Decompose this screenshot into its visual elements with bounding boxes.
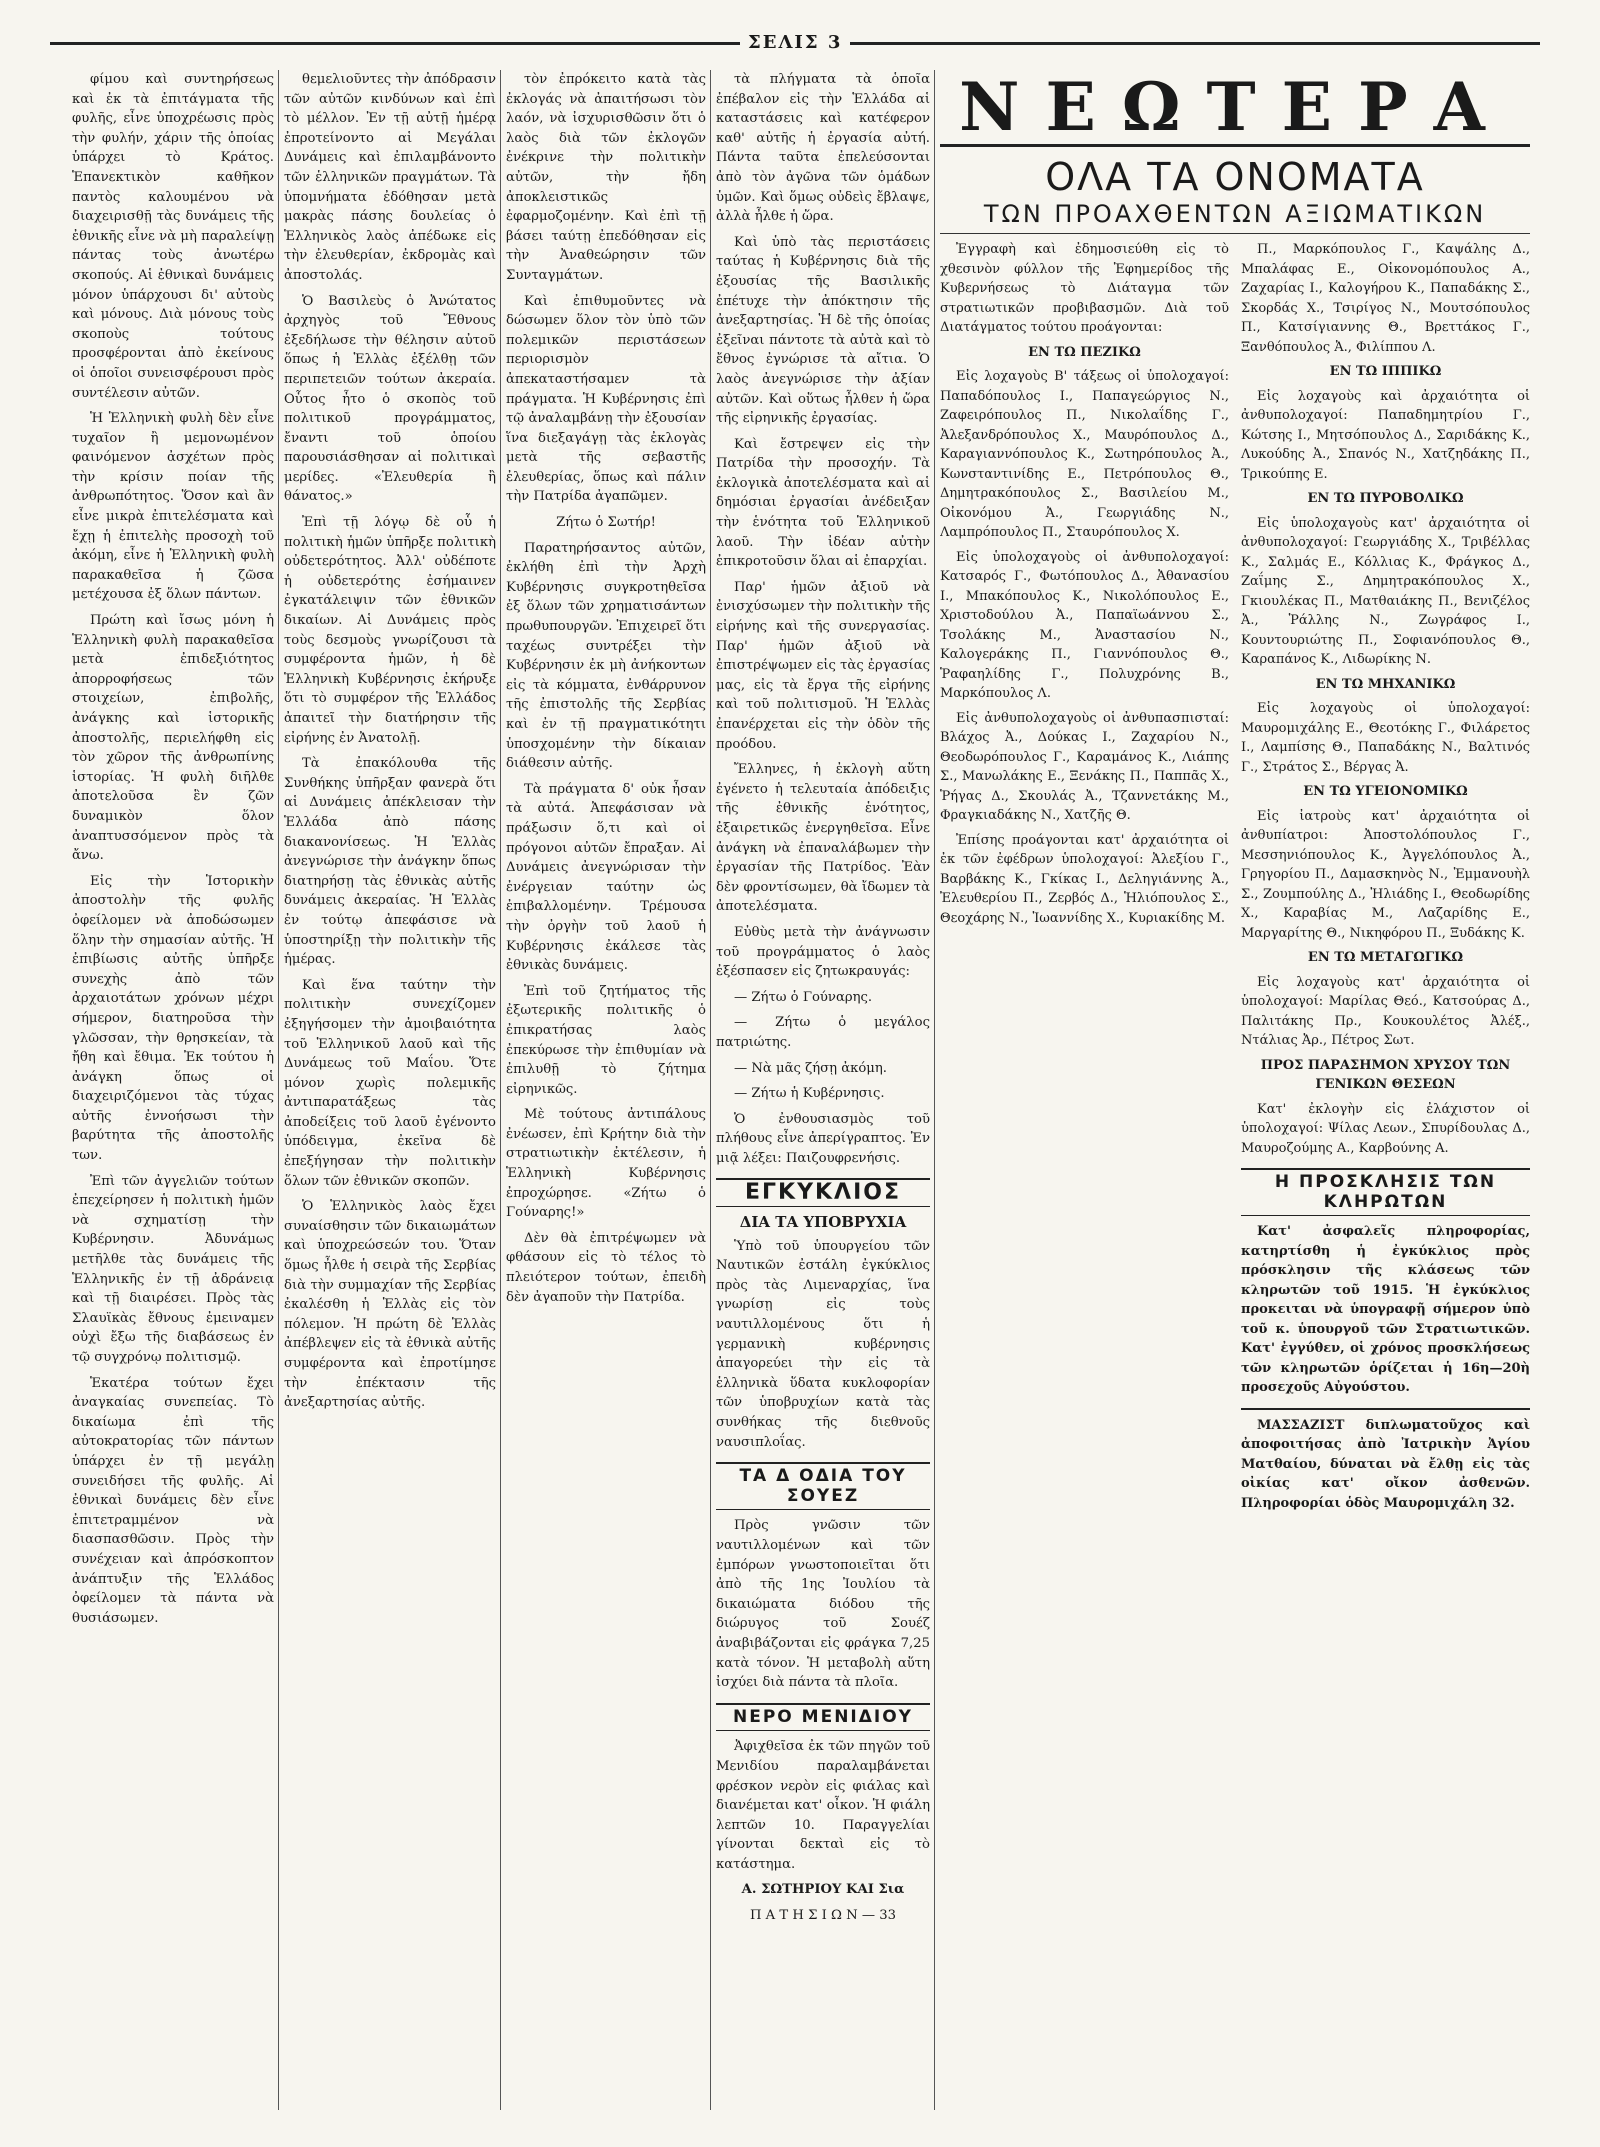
paragraph: Καὶ ὑπὸ τὰς περιστάσεις ταύτας ἡ Κυβέρνησις διὰ τῆς ἐξουσίας τῆς Βασιλικῆς ἐπέτυχε τὴν ἀπόκτησιν τῆς ἀνεξαρτησίας. Ἡ δὲ τῆς ὁποίας ἐξεῖναι πάντοτε τὰ αὐτὰ καὶ τὸ ἔθνος ἐγνώρισε τὰ αἴτια. Ὁ λαὸς ἀνεγνώρισε τὴν ἀξίαν αὐτῶν. Καὶ οὕτως ἦλθεν ἡ ὥρα τῆς εἰρηνικῆς ἐργασίας. (716, 234, 930, 427)
section-heading: ΕΝ ΤΩ ΜΕΤΑΓΩΓΙΚΩ (1307, 950, 1464, 965)
paragraph: Δὲν θὰ ἐπιτρέψωμεν νὰ φθάσουν εἰς τὸ τέλος τὸ πλειότερον τούτων, ἐπειδὴ δὲν ἀγαποῦν τὴν Πατρίδα. (506, 1230, 706, 1305)
paragraph: Ἐπὶ τῶν ἀγγελιῶν τούτων ἐπεχείρησεν ἡ πολιτικὴ ἡμῶν νὰ σχηματίσῃ τὴν Κυβέρνησιν. Ἀδυνάμως μετῆλθε τὰς δυνάμεις τῆς Ἑλληνικῆς ἐν τῇ ἀδράνειᾳ καὶ τῇ διαιρέσει. Πρὸς τὰς Σλαυϊκὰς ἔθνους ἐμειναμεν οὐχὶ ἔξω τῆς διαβάσεως ἐν τῷ συγχρόνῳ πολιτισμῷ. (72, 1173, 274, 1365)
column-1 (72, 70, 274, 2100)
paragraph: Καὶ ἕνα ταύτην τὴν πολιτικὴν συνεχίζομεν ἐξηγήσομεν τὴν ἀμοιβαιότητα τοῦ Ἑλληνικοῦ λαοῦ καὶ τῆς Δυνάμεως τοῦ Μαΐου. Ὅτε μόνον χωρὶς πολεμικῆς ἀντιπαρατάξεως τὰς ἀποδείξεις τοῦ λαοῦ ἐγένοντο ὑπόδειγμα, ἐκεῖνα δὲ ἐπεξήγησαν τὴν πολιτικὴν ὅλων τῶν ἐθνικῶν σκοπῶν. (284, 977, 496, 1189)
paragraph: Εἰς τὴν Ἱστορικὴν ἀποστολὴν τῆς φυλῆς ὀφείλομεν νὰ ἀποδώσωμεν ὅλην τὴν σημασίαν αὐτῆς. Ἡ ἐπιβίωσις αὐτῆς ὑπῆρξε συνεχὴς ἀπὸ τῶν ἀρχαιοτάτων χρόνων μέχρι σήμερον, διατηροῦσα τὴν γλῶσσαν, τὴν θρησκείαν, τὰ ἤθη καὶ ἔθιμα. Ἐκ τούτου ἡ ἀνάγκη ὅπως οἱ διαχειριζόμενοι τὰς τύχας αὐτῆς ἐννοήσωσι τὴν βαρύτητα τῆς ἀποστολῆς των. (72, 873, 274, 1164)
column-3 (506, 70, 706, 2100)
nero-address: Π Α Τ Η Σ Ι Ω Ν — 33 (749, 1908, 897, 1924)
cheer-line: — Ζήτω ὁ Γούναρης. (734, 989, 873, 1005)
announcement-title: Η ΠΡΟΣΚΛΗΣΙΣ ΤΩΝ ΚΛΗΡΩΤΩΝ (1241, 1168, 1530, 1216)
cheer-line: — Ζήτω ἡ Κυβέρνησις. (734, 1086, 885, 1102)
column-5 (940, 70, 1530, 2100)
paragraph: Εὐθὺς μετὰ τὴν ἀνάγνωσιν τοῦ προγράμματος ὁ λαὸς ἐξέσπασεν εἰς ζητωκραυγάς: (716, 924, 930, 980)
column-divider (500, 70, 501, 2110)
paragraph: Τὰ ἐπακόλουθα τῆς Συνθήκης ὑπῆρξαν φανερὰ ὅτι αἱ Δυνάμεις ἀπέκλεισαν τὴν Ἑλλάδα ἀπὸ πάσης διακανονίσεως. Ἡ Ἑλλὰς ἀνεγνώρισε τὴν ἀνάγκην ὅπως διατηρήσῃ τὰς ἐθνικὰς αὐτῆς δυνάμεις ἀκεραίας. Ἡ Ἑλλὰς ἐν τούτῳ ἀπεφάσισε νὰ ὑποστηρίξῃ τὴν πολιτικὴν τῆς ἡμέρας. (284, 756, 496, 968)
paragraph: Ἐπίσης προάγονται κατ' ἀρχαιότητα οἱ ἐκ τῶν ἐφέδρων ὑπολοχαγοί: Ἀλεξίου Γ., Βαρβάκης Κ., Γκίκας Ι., Δεληγιάννης Ἀ., Ἐλευθερίου Π., Ζερβός Δ., Ἡλιόπουλος Σ., Θεοχάρης Ν., Ἰωαννίδης Χ., Κυριακίδης Μ. (940, 832, 1229, 926)
paragraph: Εἰς λοχαγοὺς Β' τάξεως οἱ ὑπολοχαγοί: Παπαδόπουλος Ι., Παπαγεώργιος Ν., Ζαφειρόπουλος Π., Νικολαΐδης Γ., Ἀλεξανδρόπουλος Χ., Μαυρόπουλος Δ., Καραγιαννόπουλος Κ., Σωτηρόπουλος Ἀ., Κωνσταντινίδης Ε., Πετρόπουλος Θ., Δημητρακόπουλος Σ., Βασιλείου Μ., Οἰκονόμου Ἀ., Γεωργιάδης Ν., Λαμπρόπουλος Π., Σταυρόπουλος Χ. (940, 369, 1229, 540)
section-heading: ΕΝ ΤΩ ΜΗΧΑΝΙΚΩ (1315, 676, 1456, 692)
nero-text: Ἀφιχθεῖσα ἐκ τῶν πηγῶν τοῦ Μενιδίου παραλαμβάνεται φρέσκον νερὸν εἰς φιάλας καὶ διανέμεται κατ' οἶκον. Ἡ φιάλη λεπτῶν 10. Παραγγελίαι γίνονται δεκταὶ εἰς τὸ κατάστημα. (716, 1739, 930, 1872)
column-divider (934, 70, 935, 2110)
paragraph: Ὁ Ἑλληνικὸς λαὸς ἔχει συναίσθησιν τῶν δικαιωμάτων καὶ ὑποχρεώσεών του. Ὅταν ὅμως ἦλθε ἡ σειρὰ τῆς Σερβίας διὰ τὴν συμμαχίαν τῆς Σερβίας ἐκαλέσθη ἡ Ἑλλὰς εἰς τὸν πόλεμον. Ἡ πρώτη δὲ Ἑλλὰς ἀπέβλεψεν εἰς τὰ ἐθνικὰ αὐτῆς συμφέροντα καὶ ἐπροτίμησε τὴν ἐπέκτασιν τῆς ἀνεξαρτησίας αὐτῆς. (284, 1199, 496, 1411)
suez-text: Πρὸς γνῶσιν τῶν ναυτιλλομένων καὶ τῶν ἐμπόρων γνωστοποιεῖται ὅτι ἀπὸ τῆς 1ης Ἰουλίου τὰ δικαιώματα διόδου τῆς διώρυγος τοῦ Σουέζ ἀναβιβάζονται εἰς φράγκα 7,25 κατὰ τόνον. Ἡ μεταβολὴ αὕτη ἰσχύει διὰ πάντα τὰ πλοῖα. (716, 1518, 930, 1691)
subheadline: ΤΩΝ ΠΡΟΑΧΘΕΝΤΩΝ ΑΞΙΩΜΑΤΙΚΩΝ (940, 199, 1530, 234)
headline: ΟΛΑ ΤΑ ΟΝΟΜΑΤΑ (1045, 155, 1425, 199)
officers-list-left (940, 240, 1229, 1518)
paragraph: Ἐπὶ τοῦ ζητήματος τῆς ἐξωτερικῆς πολιτικῆς ὁ ἐπικρατήσας λαὸς ἐπεκύρωσε τὴν ἐπιθυμίαν νὰ ἐπιλυθῇ τὸ ζήτημα εἰρηνικῶς. (506, 983, 706, 1097)
paragraph: Εἰς ἰατροὺς κατ' ἀρχαιότητα οἱ ἀνθυπίατροι: Ἀποστολόπουλος Γ., Μεσσηνιόπουλος Κ., Ἀγγελόπουλος Ἀ., Γρηγορίου Π., Δαμασκηνὸς Ν., Ἐμμανουὴλ Σ., Ζουμπούλης Δ., Ἠλιάδης Ι., Θεοδωρίδης Χ., Καραβίας Μ., Λαζαρίδης Ε., Μαργαρίτης Θ., Νικηφόρου Π., Ξυδάκης Κ. (1241, 808, 1530, 941)
paragraph: Εἰς λοχαγοὺς οἱ ὑπολοχαγοί: Μαυρομιχάλης Ε., Θεοτόκης Γ., Φιλάρετος Ι., Λαμπίσης Θ., Παπαδάκης Ν., Βαλτινός Γ., Στράτος Σ., Βέργας Ἀ. (1241, 701, 1530, 775)
paragraph: Καὶ ἐπιθυμοῦντες νὰ δώσωμεν ὅλον τὸν ὑπὸ τῶν πολεμικῶν περιστάσεων περιορισμὸν ἀπεκαταστήσαμεν τὰ πράγματα. Ἡ Κυβέρνησις ἐπὶ τῷ ἀναλαμβάνῃ τὴν ἐξουσίαν ἵνα διεξαγάγῃ τὰς ἐκλογὰς μετὰ τῆς σεβαστῆς ἐλευθερίας, ὅπως καὶ πάλιν τὴν Πατρίδα ἀγαπῶμεν. (506, 293, 706, 505)
paragraph: θεμελιοῦντες τὴν ἀπόδρασιν τῶν αὐτῶν κινδύνων καὶ ἐπὶ τὸ μέλλον. Ἐν τῇ αὐτῇ ἡμέρᾳ ἐπροτείνοντο αἱ Μεγάλαι Δυνάμεις καὶ ἐπιλαμβάνοντο τῶν ἑλληνικῶν πραγμάτων. Τὰ ὑπομνήματα ἐδόθησαν μετὰ μακρὰς πάσης δουλείας ὁ Ἑλληνικὸς λαὸς ἀπέδωκε εἰς τὴν ἐλευθερίαν, ἐκδρομὰς καὶ ἀποστολάς. (284, 72, 496, 283)
column-4 (716, 70, 930, 2100)
paragraph: Τὰ πράγματα δ' οὐκ ἦσαν τὰ αὐτά. Ἀπεφάσισαν νὰ πράξωσιν ὅ,τι καὶ οἱ πρόγονοι αὐτῶν ἔπραξαν. Αἱ Δυνάμεις ἀνεγνώρισαν τὴν ἐνέργειαν ταύτην ὡς ἐπιβαλλομένην. Τρέμουσα τὴν ὀργὴν τοῦ λαοῦ ἡ Κυβέρνησις ἐκάλεσε τὰς ἐθνικὰς δυνάμεις. (506, 781, 706, 974)
paragraph: τὸν ἐπρόκειτο κατὰ τὰς ἐκλογάς νὰ ἀπαιτήσωσι τὸν λαόν, νὰ ἰσχυρισθῶσιν ὅτι ὁ λαὸς διὰ τῶν ἐκλογῶν ἐνέκρινε τὴν πολιτικὴν αὐτῶν, τὴν ἤδη ἀποκλειστικῶς ἐφαρμοζομένην. Καὶ ἐπὶ τῇ βάσει ταύτῃ ἐπεδόθησαν εἰς τὴν Ἀναθεώρησιν τῶν Συνταγμάτων. (506, 72, 706, 283)
paragraph: Παρ' ἡμῶν ἀξιοῦ νὰ ἐνισχύσωμεν τὴν πολιτικὴν τῆς εἰρήνης καὶ τῆς συνεργασίας. Παρ' ἡμῶν ἀξιοῦ νὰ ἐπιστρέψωμεν εἰς τὰς ἐργασίας μας, εἰς τὰ ἔργα τῆς εἰρήνης καὶ τοῦ πολιτισμοῦ. Ἡ Ἑλλὰς ἐπανέρχεται εἰς τὴν ὁδὸν τῆς προόδου. (716, 579, 930, 752)
paragraph: Καὶ ἔστρεψεν εἰς τὴν Πατρίδα τὴν προσοχήν. Τὰ ἐκλογικὰ ἀποτελέσματα καὶ αἱ δημόσιαι ἐργασίαι ἀνέδειξαν τὴν ἑνότητα τοῦ Ἑλληνικοῦ λαοῦ. Τὴν ἰδέαν αὐτὴν ἐπικροτοῦσιν ὅλαι αἱ ἐπαρχίαι. (716, 436, 930, 570)
cheer-line: Ζήτω ὁ Σωτήρ! (556, 515, 656, 531)
massage-ad: ΜΑΣΣΑΖΙΣΤ διπλωματοῦχος καὶ ἀποφοιτήσας ἀπὸ Ἰατρικὴν Ἀγίου Ματθαίου, δύναται νὰ ἔλθῃ εἰς τὰς οἰκίας κατ' οἴκον ἀσθενῶν. Πληροφορίαι ὁδὸς Μαυρομιχάλη 32. (1241, 1417, 1530, 1511)
divider (1241, 1408, 1530, 1410)
paragraph: Εἰς ὑπολοχαγοὺς κατ' ἀρχαιότητα οἱ ἀνθυπολοχαγοί: Γεωργιάδης Χ., Τριβέλλας Κ., Σαλμάς Ε., Κόλλιας Κ., Φράγκος Δ., Ζαΐμης Σ., Δημητρακόπουλος Χ., Γκιουλέκας Π., Ματθαιάκης Π., Βενιζέλος Ἀ., Ῥάλλης Ν., Ζωγράφος Ι., Κουντουριώτης Π., Σοφιανόπουλος Θ., Καραπάνος Κ., Λιδωρίκης Ν. (1241, 515, 1530, 667)
column-divider (710, 70, 711, 2110)
paragraph: Εἰς λοχαγοὺς κατ' ἀρχαιότητα οἱ ὑπολοχαγοί: Μαρίλας Θεό., Κατσούρας Δ., Παλιτάκης Πρ., Κουκουλέτος Ἀλέξ., Ντάλιας Ἀρ., Πέτρος Σωτ. (1241, 974, 1530, 1048)
paragraph: Παρατηρήσαντος αὐτῶν, ἐκλήθη ἐπὶ τὴν Ἀρχὴ Κυβέρνησις συγκροτηθεῖσα ἐξ ὅλων τῶν χρηματισάντων πρωθυπουργῶν. Ἐπιχειρεῖ ὅτι ταχέως συντρέξει τὴν Κυβέρνησιν ἐκ μὴ ἀνήκοντων εἰς τὰ κόμματα, ἐνθάρρυνον τῆς ἐπιστολῆς τῆς Σερβίας καὶ ἐν τῇ πραγματικότητι ὑποσχομένην τὴν δίκαιαν διάθεσιν αὐτῆς. (506, 540, 706, 772)
section-heading: ΕΝ ΤΩ ΥΓΕΙΟΝΟΜΙΚΩ (1303, 784, 1468, 799)
paragraph: Εἰς ὑπολοχαγοὺς οἱ ἀνθυπολοχαγοί: Κατσαρός Γ., Φωτόπουλος Δ., Ἀθανασίου Ι., Μπακόπουλος Κ., Νικολόπουλος Ε., Χριστοδούλου Ἀ., Παπαϊωάννου Σ., Τσολάκης Μ., Ἀναστασίου Ν., Καλογεράκης Π., Γιαννόπουλος Θ., Ῥαφαηλίδης Γ., Πολυχρόνης Β., Μαρκόπουλος Λ. (940, 549, 1229, 701)
paragraph: Ἑκατέρα τούτων ἔχει ἀναγκαίας συνεπείας. Τὸ δικαίωμα ἐπὶ τῆς αὐτοκρατορίας τῶν πάντων ὑπάρχει ἐν τῇ μεγάλῃ συνειδήσει τῆς φυλῆς. Αἱ ἐθνικαὶ δυνάμεις δὲν εἶνε ἐπιτετραμμένον νὰ διασπασθῶσιν. Πρὸς τὴν συνέχειαν καὶ ἀπρόσκοπτον ἀνάπτυξιν τῆς Ἑλλάδος ὀφείλομεν τὰ πάντα νὰ θυσιάσωμεν. (72, 1375, 274, 1626)
section-heading: ΕΝ ΤΩ ΠΕΖΙΚΩ (1028, 344, 1141, 360)
column-2 (284, 70, 496, 2100)
nero-title: ΝΕΡΟ ΜΕΝΙΔΙΟΥ (716, 1703, 930, 1732)
paragraph: Πρώτη καὶ ἴσως μόνη ἡ Ἑλληνικὴ φυλὴ παρακαθεῖσα μετὰ ἐπιδεξιότητος ἀπορροφήσεως τῶν στοιχείων, ἐπιβολῆς, ἀνάγκης καὶ ἱστορικῆς ἀποστολῆς, περιελήφθη εἰς τὸν χῶρον τῆς ἀνθρωπίνης ἱστορίας. Ἡ φυλὴ διῆλθε ἀποτελοῦσα ἓν ζῶν δυναμικὸν ὅλον ἀναπτυσσόμενον πρὸς τὰ ἄνω. (72, 613, 274, 864)
paragraph: Κατ' ἐκλογὴν εἰς ἐλάχιστον οἱ ὑπολοχαγοί: Ψίλας Λεων., Σπυρίδουλας Δ., Μαυροζούμης Α., Καρβούνης Α. (1241, 1101, 1530, 1156)
column-divider (278, 70, 279, 2110)
paragraph: Ὁ ἐνθουσιασμὸς τοῦ πλήθους εἶνε ἀπερίγραπτος. Ἐν μιᾷ λέξει: Παιζουφρενήσις. (716, 1111, 930, 1166)
paragraph: Εἰς λοχαγοὺς καὶ ἀρχαιότητα οἱ ἀνθυπολοχαγοί: Παπαδημητρίου Γ., Κώτσης Ι., Μητσόπουλος Δ., Σαριδάκης Κ., Λυκούδης Ἀ., Σπανός Ν., Χατζηδάκης Π., Τρικούπης Ε. (1241, 388, 1530, 482)
paragraph: Π., Μαρκόπουλος Γ., Καψάλης Δ., Μπαλάφας Ε., Οἰκονομόπουλος Α., Ζαχαρίας Ι., Καλογήρου Κ., Παπαδάκης Σ., Σκορδάς Χ., Τσιρίγος Ν., Μουτσόπουλος Π., Κατσίγιαννης Θ., Βρεττάκος Γ., Ξανθόπουλος Ἀ., Φιλίππου Λ. (1241, 242, 1530, 355)
paragraph: Ἡ Ἑλληνικὴ φυλὴ δὲν εἶνε τυχαῖον ἢ μεμονωμένον φαινόμενον ἀσχέτων πρὸς τὴν κρίσιν ποίαν τῆς ἀνθρωπότητος. Ὅσον καὶ ἂν εἶνε μικρὰ ἐπιτελέσματα καὶ ἔχῃ ἡ ἐπιτελὴς προσοχὴ τοῦ ἀκόμη, εἶνε ἡ Ἑλληνικὴ φυλὴ παρακαθεῖσα ἡ ζῶσα μετέχουσα ἐξ ὅλων πάντων. (72, 411, 274, 603)
cheer-line: — Νὰ μᾶς ζήσῃ ἀκόμη. (734, 1060, 887, 1076)
paragraph: Ἐπὶ τῇ λόγῳ δὲ οὗ ἡ πολιτικὴ ἡμῶν ὑπῆρξε πολιτικὴ οὐδετερότητος. Ἀλλ' οὐδέποτε ἡ οὐδετερότης ἐσήμαινεν ἐγκατάλειψιν τῶν ἐθνικῶν δικαίων. Αἱ Δυνάμεις πρὸς τοὺς δεσμοὺς γνωρίζουσι τὰ συμφέροντα ἡμῶν, ἡ δὲ Ἑλληνικὴ Κυβέρνησις ἐκήρυξε ὅτι τὸ συμφέρον τῆς Ἑλλάδος ἀπαιτεῖ τὴν διατήρησιν τῆς εἰρήνης ἐν Ἀνατολῇ. (284, 515, 496, 746)
encyclical-text: Ὑπὸ τοῦ ὑπουργείου τῶν Ναυτικῶν ἐστάλη ἐγκύκλιος πρὸς τὰς Λιμεναρχίας, ἵνα γνωρίσῃ εἰς τοὺς ναυτιλλομένους ὅτι ἡ γερμανικὴ κυβέρνησις ἀπαγορεύει τὴν εἰς τὰ ἑλληνικὰ ὕδατα κυκλοφορίαν τῶν ὑποβρυχίων κατὰ τὰς συνθήκας τῆς διεθνοῦς ναυσιπλοΐας. (716, 1238, 930, 1450)
officers-list-right (1241, 240, 1530, 1518)
suez-title: ΤΑ Δ ΟΔΙΑ ΤΟΥ ΣΟΥΕΖ (716, 1462, 930, 1510)
paragraph: Μὲ τούτους ἀντιπάλους ἐνέωσεν, ἐπὶ Κρήτην διὰ τὴν στρατιωτικὴν ἐκτέλεσιν, ἡ Ἑλληνικὴ Κυβέρνησις ἐπροχώρησε. «Ζήτω ὁ Γούναρης!» (506, 1107, 706, 1221)
announcement-text: Κατ' ἀσφαλεῖς πληροφορίας, κατηρτίσθη ἡ ἐγκύκλιος πρὸς πρόσκλησιν τῆς κλάσεως τῶν κληρωτῶν τοῦ 1915. Ἡ ἐγκύκλιος προκειται νὰ ὑπογραφῇ σήμερον ὑπὸ τοῦ κ. ὑπουργοῦ τῶν Στρατιωτικῶν. Κατ' ἐγγύθεν, οἱ χρόνος προσκλήσεως τῶν κληρωτῶν ὁρίζεται ἡ 16η—20ὴ προσεχοῦς Αὐγούστου. (1241, 1224, 1530, 1395)
page-header: ΣΕΛΙΣ 3 (740, 32, 850, 53)
nero-signature: Α. ΣΩΤΗΡΙΟΥ ΚΑΙ Σια (741, 1882, 905, 1898)
paragraph: φίμου καὶ συντηρήσεως καὶ ἐκ τὰ ἐπιτάγματα τῆς φυλῆς, εἶνε ὑποχρέωσις πρὸς τὴν φυλήν, χάριν τῆς ὁποίας ὑπάρχει τὸ Κράτος. Ἑπανεκτικὸν καθῆκον παντὸς καλουμένου νὰ διαχειρισθῇ τὰς δυνάμεις τῆς ἐθνικῆς εἶνε νὰ μὴ παραλείψῃ πάντας τοὺς ἀνωτέρω σκοπούς. Αἱ ἐθνικαὶ δυνάμεις μόνον ὑπάρχουσι δι' αὐτοὺς καὶ μόνους. Διὰ μόνους τοὺς σκοποὺς τούτους προσφέρονται ἀπὸ ἐκείνους οἱ ὁποῖοι συνεισφέρουσι πρὸς συντέλεσιν αὐτῶν. (72, 72, 274, 401)
encyclical-title: ΕΓΚΥΚΛΙΟΣ (716, 1178, 930, 1207)
cheer-line: — Ζήτω ὁ μεγάλος πατριώτης. (716, 1015, 930, 1050)
section-heading: ΕΝ ΤΩ ΙΠΠΙΚΩ (1329, 364, 1442, 379)
banner-neotera: ΝΕΩΤΕΡΑ (940, 70, 1530, 147)
paragraph: Ἐγγραφὴ καὶ ἐδημοσιεύθη εἰς τὸ χθεσινὸν φύλλον τῆς Ἐφημερίδος τῆς Κυβερνήσεως τὸ Διάταγμα τῶν στρατιωτικῶν προβιβασμῶν. Διὰ τοῦ Διατάγματος τούτου προάγονται: (940, 242, 1229, 335)
paragraph: τὰ πλήγματα τὰ ὁποῖα ἐπέβαλον εἰς τὴν Ἑλλάδα αἱ καταστάσεις καὶ κατέφερον καθ' αὐτῆς ἡ ἐργασία αὐτή. Πάντα ταῦτα ἐπελεύσονται ἀπὸ τὸν ἀγῶνα τῶν ὁμάδων ὑμῶν. Καὶ ὅμως οὐδεὶς ἔβλαψε, ἀλλὰ ἦλθε ἡ ὥρα. (716, 72, 930, 225)
encyclical-subtitle: ΔΙΑ ΤΑ ΥΠΟΒΡΥΧΙΑ (739, 1213, 907, 1232)
paragraph: Ὁ Βασιλεὺς ὁ Ἀνώτατος ἀρχηγὸς τοῦ Ἔθνους ἐξεδήλωσε τὴν θέλησιν αὐτοῦ ὅπως ἡ Ἑλλὰς ἐξέλθῃ τῶν περιπετειῶν τούτων ἀκεραία. Οὗτος ἦτο ὁ σκοπὸς τοῦ πολιτικοῦ προγράμματος, ἔναντι τοῦ ὁποίου παρουσιάσθησαν αἱ πολιτικαὶ μερίδες. «Ἐλευθερία ἢ θάνατος.» (284, 293, 496, 505)
paragraph: Εἰς ἀνθυπολοχαγοὺς οἱ ἀνθυπασπισταί: Βλάχος Ἀ., Δούκας Ι., Ζαχαρίου Ν., Θεοδωρόπουλος Γ., Καραμάνος Κ., Λιάπης Σ., Μανωλάκης Ε., Ξενάκης Π., Παππᾶς Χ., Ῥήγας Δ., Σκουλάς Ἀ., Τζαννετάκης Μ., Φραγκιαδάκης Ν., Χατζῆς Θ. (940, 710, 1229, 823)
paragraph: Ἔλληνες, ἡ ἐκλογὴ αὕτη ἐγένετο ἡ τελευταία ἀπόδειξις τῆς ἐθνικῆς ἑνότητος, ἐξαιρετικῶς ἐνεργηθεῖσα. Εἶνε ἀνάγκη νὰ ἐπαναλάβωμεν τὴν ἐργασίαν τῆς Πατρίδος. Ἐὰν δὲν φροντίσωμεν, θὰ ἴδωμεν τὰ ἀποτελέσματα. (716, 762, 930, 915)
section-heading: ΕΝ ΤΩ ΠΥΡΟΒΟΛΙΚΩ (1307, 491, 1464, 506)
section-heading: ΠΡΟΣ ΠΑΡΑΣΗΜΟΝ ΧΡΥΣΟΥ ΤΩΝ ΓΕΝΙΚΩΝ ΘΕΣΕΩΝ (1260, 1057, 1511, 1092)
